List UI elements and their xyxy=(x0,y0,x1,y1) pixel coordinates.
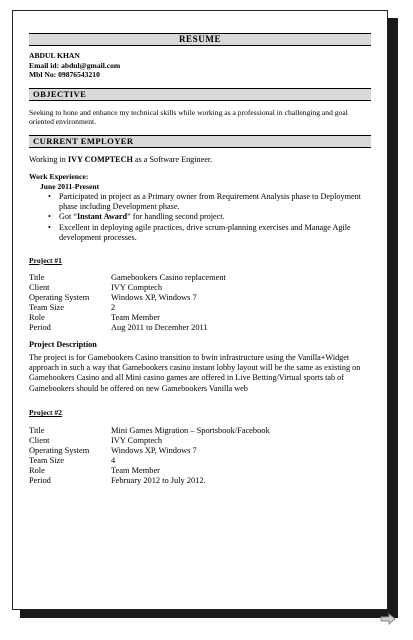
project-detail-row xyxy=(29,323,371,333)
project-detail-value: 2 xyxy=(111,303,116,313)
work-period: June 2011-Present xyxy=(40,181,100,191)
project-detail-value: Aug 2011 to December 2011 xyxy=(111,323,208,333)
project-detail-value: IVY Comptech xyxy=(111,435,163,445)
project-detail-key: Client xyxy=(29,435,50,445)
project-detail-row xyxy=(29,426,371,436)
project-detail-value: 4 xyxy=(111,455,116,465)
project-detail-key: Role xyxy=(29,313,45,323)
project-detail-key: Title xyxy=(29,273,45,283)
project-1-label: Project #1 xyxy=(29,255,62,265)
project-detail-row xyxy=(29,446,371,456)
project-2-label: Project #2 xyxy=(29,408,62,418)
project-detail-key: Operating System xyxy=(29,293,90,303)
project-detail-row xyxy=(29,283,371,293)
resume-title: RESUME xyxy=(29,33,371,46)
bullet-text: Instant Award xyxy=(76,212,128,222)
email-line: Email id: abdul@gmail.com xyxy=(29,60,121,70)
project-detail-value: Team Member xyxy=(111,465,160,475)
project-detail-key: Title xyxy=(29,425,45,435)
project-detail-key: Team Size xyxy=(29,455,64,465)
project-detail-value: IVY Comptech xyxy=(111,283,163,293)
mobile-line: Mbl No: 09876543210 xyxy=(29,70,100,80)
experience-bullets xyxy=(29,192,371,244)
employer-intro xyxy=(29,155,371,165)
project-detail-value: Windows XP, Windows 7 xyxy=(111,293,197,303)
project-detail-key: Role xyxy=(29,465,45,475)
bullet-text: Participated in project as a Primary owner from Requirement Analysis phase to Deployment phase including Development phase. xyxy=(59,191,361,211)
objective-text: Seeking to hone and enhance my technical skills while working as a professional in challenging and goal oriented environment. xyxy=(29,107,348,127)
project-detail-value: Windows XP, Windows 7 xyxy=(111,445,197,455)
arrow-right-icon[interactable] xyxy=(380,613,396,625)
bullet-text: Got “ xyxy=(59,212,77,222)
project-detail-value: Mini Games Migration – Sportsbook/Facebook xyxy=(111,425,270,435)
project-detail-row xyxy=(29,436,371,446)
contact-block xyxy=(29,51,371,80)
project-description-text: The project is for Gamebookers Casino transition to bwin infrastructure using the Vanilla+Widget approach in such a way that Gamebookers casino instant lobby layout will be the same as existing on Gamebookers Casino and all Mini casino games are offered in Live Betting/Virtual sports tab of Gamebookers should be offered on new Gamebookers Vanilla web xyxy=(29,352,361,393)
project-detail-key: Period xyxy=(29,475,51,485)
project-detail-value: February 2012 to July 2012. xyxy=(111,475,206,485)
project-detail-row xyxy=(29,293,371,303)
project-detail-row xyxy=(29,273,371,283)
bullet-text: ” for handling second project. xyxy=(127,212,225,222)
project-detail-row xyxy=(29,466,371,476)
employer-intro-suffix: as a Software Engineer. xyxy=(132,154,213,164)
project-detail-key: Operating System xyxy=(29,445,90,455)
project-2-table xyxy=(29,426,371,486)
experience-bullet xyxy=(29,223,371,244)
experience-bullet xyxy=(29,192,371,213)
employer-intro-prefix: Working in xyxy=(29,154,68,164)
resume-page xyxy=(12,10,388,610)
project-detail-row xyxy=(29,313,371,323)
bullet-dot-icon: • xyxy=(48,222,51,232)
candidate-name: ABDUL KHAN xyxy=(29,51,80,60)
bullet-dot-icon: • xyxy=(48,191,51,201)
experience-bullet xyxy=(29,212,371,222)
bullet-dot-icon: • xyxy=(48,212,51,222)
objective-heading: OBJECTIVE xyxy=(29,88,371,101)
project-description-heading: Project Description xyxy=(29,340,97,350)
resume-content xyxy=(29,33,371,486)
company-name: IVY COMPTECH xyxy=(67,154,133,164)
project-1-table xyxy=(29,273,371,333)
work-experience-label: Work Experience: xyxy=(29,172,89,182)
project-detail-row xyxy=(29,476,371,486)
project-detail-value: Gamebookers Casino replacement xyxy=(111,273,226,283)
project-detail-key: Team Size xyxy=(29,303,64,313)
project-detail-key: Period xyxy=(29,323,51,333)
project-detail-row xyxy=(29,456,371,466)
bullet-text: Excellent in deploying agile practices, drive scrum-planning exercises and Manage Agile development processes. xyxy=(59,222,351,243)
project-detail-key: Client xyxy=(29,283,50,293)
project-detail-row xyxy=(29,303,371,313)
employer-heading: CURRENT EMPLOYER xyxy=(29,135,371,148)
project-detail-value: Team Member xyxy=(111,313,160,323)
